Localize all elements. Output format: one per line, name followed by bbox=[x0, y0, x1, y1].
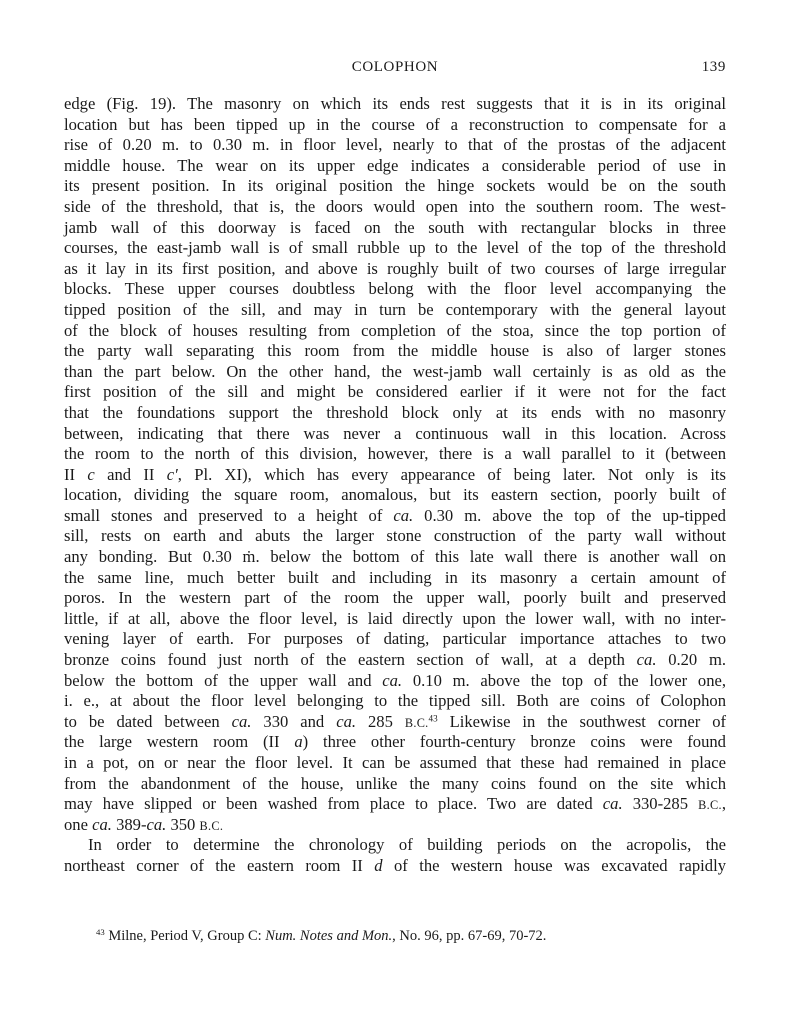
running-head bbox=[64, 59, 726, 79]
text-line bbox=[64, 856, 726, 877]
text-run: Milne, Period V, Group C: bbox=[104, 928, 266, 944]
italic-text: d bbox=[374, 855, 383, 875]
text-line bbox=[64, 300, 726, 321]
text-line bbox=[64, 774, 726, 795]
text-line bbox=[64, 712, 726, 733]
text-line bbox=[64, 732, 726, 753]
italic-text: ca. bbox=[146, 814, 167, 834]
text-line bbox=[64, 94, 726, 115]
text-line bbox=[64, 506, 726, 527]
text-run: blocks. These upper courses doubtless belong with the floor level accompanying the bbox=[64, 279, 726, 299]
text-run: Likewise in the southwest corner of bbox=[437, 711, 727, 731]
text-line bbox=[64, 238, 726, 259]
text-line bbox=[64, 424, 726, 445]
text-line bbox=[64, 815, 726, 836]
text-run: the room to the north of this division, however, there is a wall parallel to it (between bbox=[64, 444, 726, 464]
text-run: small stones and preserved to a height of bbox=[64, 505, 394, 525]
text-line bbox=[64, 753, 726, 774]
text-line bbox=[64, 135, 726, 156]
text-line bbox=[64, 650, 726, 671]
text-run: tipped position of the sill, and may in turn be contemporary with the general layout bbox=[64, 299, 726, 319]
italic-text: a bbox=[294, 732, 303, 752]
text-run: poros. In the western part of the room the upper wall, poorly built and preserved bbox=[64, 588, 726, 608]
text-run: 0.10 m. above the top of the lower one, bbox=[402, 670, 727, 690]
text-run: below the bottom of the upper wall and bbox=[64, 670, 383, 690]
text-line bbox=[64, 835, 726, 856]
page-number: 139 bbox=[701, 59, 726, 75]
text-run: 0.20 m. bbox=[656, 650, 726, 670]
text-run: that the foundations support the threshold block only at its ends with no masonry bbox=[64, 402, 726, 422]
text-run: any bonding. But 0.30 ṁ. below the bottom of this late wall there is another wall on bbox=[64, 547, 726, 567]
text-run: location, dividing the square room, anomalous, but its eastern section, poorly built of bbox=[64, 485, 726, 505]
text-line bbox=[64, 691, 726, 712]
text-run: 285 bbox=[356, 711, 405, 731]
text-run: , bbox=[721, 794, 727, 814]
text-line bbox=[64, 341, 726, 362]
text-line bbox=[64, 671, 726, 692]
text-run: i. e., at about the floor level belonging to the tipped sill. Both are coins of Colophon bbox=[64, 691, 726, 711]
text-line bbox=[64, 279, 726, 300]
footnote-marker: 43 bbox=[428, 713, 438, 724]
text-run: In order to determine the chronology of building periods on the acropolis, the bbox=[88, 835, 726, 855]
text-run: location but has been tipped up in the course of a reconstruction to compensate for a bbox=[64, 114, 726, 134]
text-run: from the abandonment of the house, unlike the many coins found on the site which bbox=[64, 773, 726, 793]
small-caps-text: B.C. bbox=[199, 818, 224, 833]
text-run: northeast corner of the eastern room II bbox=[64, 855, 375, 875]
text-line bbox=[64, 382, 726, 403]
text-line bbox=[64, 588, 726, 609]
italic-text: ca. bbox=[636, 650, 657, 670]
running-title: COLOPHON bbox=[351, 59, 439, 75]
text-run: as it lay in its first position, and above is roughly built of two courses of large irregular bbox=[64, 258, 726, 278]
text-run: vening layer of earth. For purposes of dating, particular importance attaches to two bbox=[64, 629, 726, 649]
italic-text: ca. bbox=[336, 711, 357, 731]
text-run: the same line, much better built and including in its masonry a certain amount of bbox=[64, 567, 726, 587]
text-run: courses, the east-jamb wall is of small rubble up to the level of the top of the threshold bbox=[64, 238, 726, 258]
text-run: its present position. In its original position the hinge sockets would be on the south bbox=[64, 176, 726, 196]
footnote-marker: 43 bbox=[96, 926, 105, 937]
text-run: of the block of houses resulting from completion of the stoa, since the top portion of bbox=[64, 320, 726, 340]
text-run: of the western house was excavated rapidly bbox=[382, 855, 727, 875]
text-run: 330-285 bbox=[622, 794, 699, 814]
body-text bbox=[64, 94, 726, 877]
text-line bbox=[64, 547, 726, 568]
text-run: bronze coins found just north of the eastern section of wall, at a depth bbox=[64, 650, 637, 670]
text-run: , Pl. XI), which has every appearance of being later. Not only is its bbox=[177, 464, 726, 484]
text-run: II bbox=[64, 464, 88, 484]
text-run: to be dated between bbox=[64, 711, 232, 731]
text-line bbox=[64, 156, 726, 177]
text-run: one bbox=[64, 814, 93, 834]
text-line bbox=[64, 218, 726, 239]
italic-text: ca. bbox=[92, 814, 112, 834]
text-line bbox=[64, 568, 726, 589]
text-line bbox=[64, 403, 726, 424]
text-run: jamb wall of this doorway is faced on the south with rectangular blocks in three bbox=[64, 217, 726, 237]
italic-text: c bbox=[87, 464, 95, 484]
text-run: middle house. The wear on its upper edge indicates a considerable period of use in bbox=[64, 155, 726, 175]
italic-text: ca. bbox=[602, 794, 623, 814]
text-run: may have slipped or been washed from place to place. Two are dated bbox=[64, 794, 603, 814]
text-line bbox=[64, 629, 726, 650]
small-caps-text: B.C. bbox=[698, 798, 722, 813]
text-run: edge (Fig. 19). The masonry on which its ends rest suggests that it is in its original bbox=[64, 94, 726, 113]
text-run: the large western room (II bbox=[64, 732, 295, 752]
text-run: rise of 0.20 m. to 0.30 m. in floor level, nearly to that of the prostas of the adjacent bbox=[64, 135, 726, 155]
text-line bbox=[64, 176, 726, 197]
text-line bbox=[64, 526, 726, 547]
text-run: than the part below. On the other hand, the west-jamb wall certainly is as old as the bbox=[64, 361, 726, 381]
text-run: 350 bbox=[166, 814, 200, 834]
italic-text: ca. bbox=[231, 711, 252, 731]
text-line bbox=[64, 444, 726, 465]
text-run: the party wall separating this room from the middle house is also of larger stones bbox=[64, 341, 726, 361]
text-line bbox=[64, 609, 726, 630]
text-run: , No. 96, pp. 67-69, 70-72. bbox=[392, 928, 547, 944]
text-line bbox=[64, 794, 726, 815]
text-line bbox=[64, 115, 726, 136]
text-run: between, indicating that there was never a continuous wall in this location. Across bbox=[64, 423, 726, 443]
text-run: ) three other fourth-century bronze coins were found bbox=[302, 732, 726, 752]
italic-text: ca. bbox=[382, 670, 403, 690]
text-line bbox=[64, 362, 726, 383]
text-line bbox=[64, 465, 726, 486]
text-run: and II bbox=[94, 464, 167, 484]
text-run: sill, rests on earth and abuts the larger stone construction of the party wall without bbox=[64, 526, 726, 546]
footnote bbox=[96, 927, 726, 945]
text-run: 389- bbox=[111, 814, 147, 834]
text-run: side of the threshold, that is, the doors would open into the southern room. The west- bbox=[64, 196, 726, 216]
small-caps-text: B.C. bbox=[404, 715, 429, 730]
text-run: first position of the sill and might be considered earlier if it were not for the fact bbox=[64, 382, 726, 402]
italic-text: ca. bbox=[393, 505, 414, 525]
text-run: little, if at all, above the floor level, is laid directly upon the lower wall, with no inter- bbox=[64, 608, 726, 628]
text-run: 330 and bbox=[251, 711, 337, 731]
text-run: in a pot, on or near the floor level. It can be assumed that these had remained in place bbox=[64, 753, 726, 772]
text-line bbox=[64, 259, 726, 280]
italic-text: c′ bbox=[166, 464, 178, 484]
text-line bbox=[64, 197, 726, 218]
text-line bbox=[64, 485, 726, 506]
italic-text: Num. Notes and Mon. bbox=[265, 928, 393, 944]
text-run: 0.30 m. above the top of the up-tipped bbox=[413, 505, 726, 525]
text-line bbox=[64, 321, 726, 342]
